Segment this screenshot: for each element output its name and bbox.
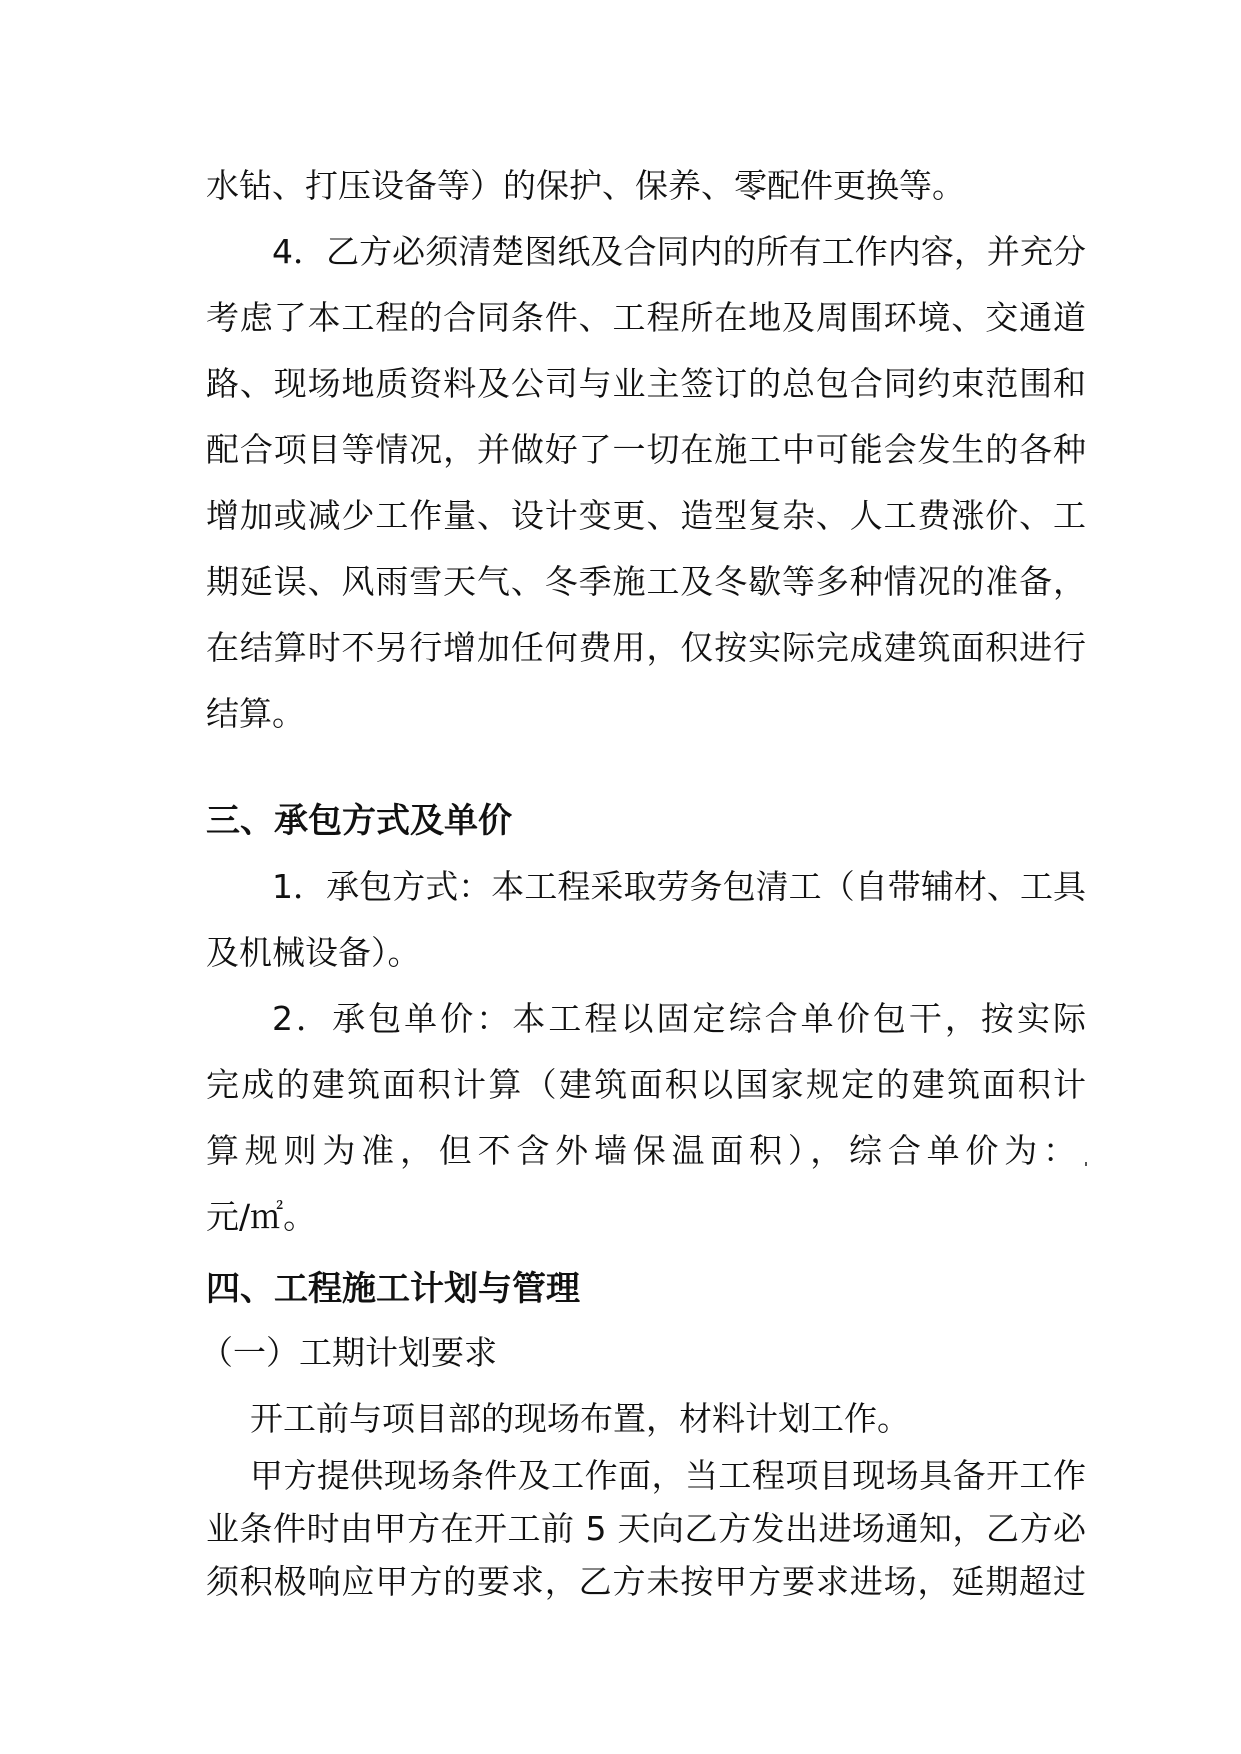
clause-1-line: 1．承包方式：本工程采取劳务包清工（自带辅材、工具 [272,867,1086,906]
paragraph-line: 期延误、风雨雪天气、冬季施工及冬歇等多种情况的准备， [206,562,1086,601]
paragraph-line: 完成的建筑面积计算（建筑面积以国家规定的建筑面积计 [206,1065,1086,1104]
section-3-heading: 三、承包方式及单价 [206,801,512,841]
paragraph-line: 及机械设备）。 [206,933,421,972]
section-4-heading: 四、工程施工计划与管理 [206,1269,580,1309]
paragraph-line: 配合项目等情况，并做好了一切在施工中可能会发生的各种 [206,430,1086,469]
paragraph-line: 结算。 [206,694,305,733]
subsection-heading: （一）工期计划要求 [200,1333,497,1372]
paragraph-line: 在结算时不另行增加任何费用，仅按实际完成建筑面积进行 [206,628,1086,667]
paragraph-line: 考虑了本工程的合同条件、工程所在地及周围环境、交通道 [206,298,1086,337]
paragraph-line: 甲方提供现场条件及工作面，当工程项目现场具备开工作 [250,1456,1086,1495]
paragraph-line: 路、现场地质资料及公司与业主签订的总包合同约束范围和 [206,364,1086,403]
paragraph-line: 业条件时由甲方在开工前 5 天向乙方发出进场通知，乙方必 [206,1509,1086,1548]
clause-4-line: 4．乙方必须清楚图纸及合同内的所有工作内容，并充分 [272,232,1086,271]
clause-2-line: 2．承包单价：本工程以固定综合单价包干，按实际 [272,999,1086,1038]
paragraph-line: 增加或减少工作量、设计变更、造型复杂、人工费涨价、工 [206,496,1086,535]
paragraph-line: 水钻、打压设备等）的保护、保养、零配件更换等。 [206,166,965,205]
paragraph-line: 算规则为准，但不含外墙保温面积），综合单价为： [206,1131,1076,1170]
paragraph-line: 须积极响应甲方的要求，乙方未按甲方要求进场，延期超过 [206,1562,1086,1601]
blank-fill-mark [1085,1162,1087,1166]
paragraph-line: 开工前与项目部的现场布置，材料计划工作。 [250,1399,910,1438]
paragraph-line: 元/㎡。 [206,1197,317,1236]
